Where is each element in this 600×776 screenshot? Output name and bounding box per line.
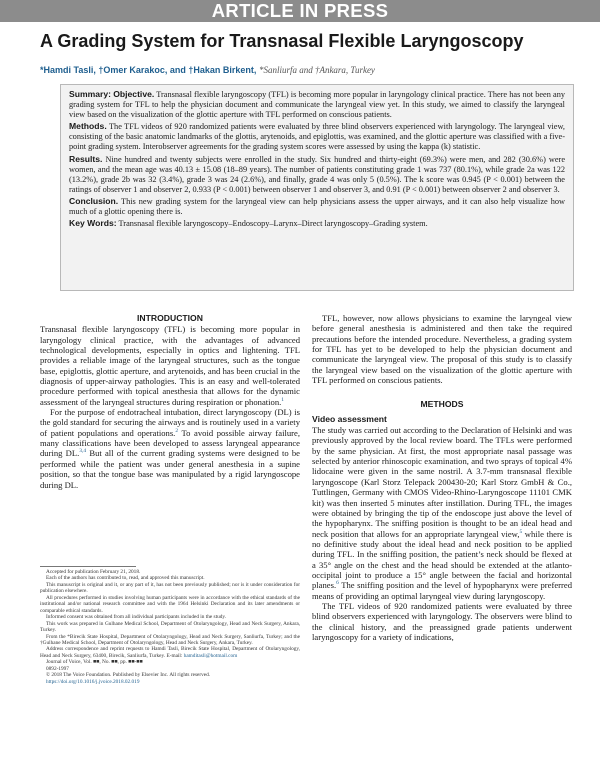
conclusion-text: This new grading system for the laryngeal view can help physicians assess the upper airways, and it can also help visualize how much of a glottic opening there is.: [69, 196, 565, 217]
methods-paragraph-2: The TFL videos of 920 randomized patients were evaluated by three blind observers experienced with laryngology. The observers were blind to the clinical history, and the preassigned grade patients underwent laryngoscopy for a variety of indications,: [312, 600, 572, 642]
intro-p2a-text: For the purpose of endotracheal intubation, direct laryngoscopy (DL) is the gold standard for securing the airways and is routinely used in a variety of patient populations and operations.: [40, 407, 300, 438]
section-gap: [312, 385, 572, 399]
footnote-accepted: Accepted for publication February 21, 2018.: [46, 569, 141, 575]
methods-label: Methods.: [69, 121, 107, 132]
intro-p2b-text: To avoid possible airway failure, many classifications have been developed to assess laryngeal appearance during DL.: [40, 427, 300, 459]
reference-link[interactable]: 1: [281, 396, 285, 403]
methods-p1b-text: while there is no definitive study about the ideal head and neck position to be applied during TFL. In the sniffing position, the patient’s neck should be flexed at a 35° angle on the chest and the head should be extended at the atlanto-occipital joint to produce a 15° angle between the facial and horizontal planes.: [312, 528, 572, 591]
intro-paragraph-2: [40, 407, 300, 490]
abstract-conclusion: [69, 196, 565, 217]
author-names[interactable]: *Hamdi Tasli, †Omer Karakoc, and †Hakan Birkent,: [40, 65, 257, 75]
introduction-heading: INTRODUCTION: [137, 313, 203, 323]
footnote-issn: 0892-1997: [46, 665, 69, 672]
footnote-contributions: Each of the authors has contributed to, read, and approved this manuscript.: [46, 575, 205, 582]
reference-link[interactable]: 2: [175, 427, 179, 434]
author-line: [40, 65, 375, 75]
footnote-prepared: This work was prepared in Gulhane Medical School, Department of Otolaryngology, Head and Neck Surgery, Ankara, Turkey.: [40, 620, 300, 634]
abstract-box: [60, 84, 574, 291]
methods-paragraph-1: [312, 425, 572, 601]
footnote-consent: Informed consent was obtained from all individual participants included in the study.: [46, 614, 227, 621]
footnote-originality: This manuscript is original and it, or any part of it, has not been previously published; nor is it under consideration for publication elsewhere.: [40, 581, 300, 595]
summary-label: Summary:: [69, 89, 112, 99]
footnote-from: From the *Birecik State Hospital, Department of Otolaryngology, Head and Neck Surgery, Sanliurfa, Turkey; and the †Gulhane Medical School, Department of Otolaryngology, Head and Neck Surgery, Ankara, Turkey.: [40, 633, 300, 646]
keywords-text: Transnasal flexible laryngoscopy–Endoscopy–Larynx–Direct laryngoscopy–Grading system.: [118, 219, 428, 229]
author-affiliation: *Sanliurfa and †Ankara, Turkey: [258, 65, 375, 75]
results-text: Nine hundred and twenty subjects were enrolled in the study. Six hundred and thirty-eight (69.3%) were men, and 282 (30.6%) were women, and the mean age was 40.13 ± 15.08 (18–89 years). The number of patients constituting grade 1 was 737 (80.1%), while grade 2a was 122 (13.2%), grade 2b was 32 (3.4%), grade 3 was 24 (2.6%), and finally, grade 4 was only 5 (0.5%). The k score was 0.945 (P < 0.001) between the ratings of observer 1 and observer 2, 0.933 (P < 0.001) between observer 1 and observer 3, and 0.91 (P < 0.001) between observer 2 and observer 3.: [69, 154, 566, 194]
intro-p2c-text: But all of the current grading systems were designed to be performed while the patient was under general anesthesia in a supine position, so that the tongue base was manipulated by a rigid laryngoscope during DL.: [40, 448, 300, 490]
article-title: A Grading System for Transnasal Flexible Laryngoscopy: [40, 31, 524, 51]
objective-label: Objective.: [113, 89, 155, 99]
doi-link[interactable]: https://doi.org/10.1016/j.jvoice.2018.02.019: [46, 678, 140, 685]
email-link[interactable]: hamditasli@hotmail.com: [183, 652, 238, 659]
reference-link[interactable]: 6: [336, 580, 339, 587]
intro-paragraph-1: [40, 324, 300, 407]
abstract-keywords: [69, 218, 565, 229]
address-text: Address correspondence and reprint requests to Hamdi Tasli, Birecik State Hospital, Department of Otolaryngology, Head and Neck Surgery, 63400, Birecik, Sanliurfa, Turkey. E-mail:: [40, 646, 300, 659]
footnote-address: [40, 646, 300, 659]
reference-link[interactable]: 5: [519, 528, 523, 535]
objective-text: Transnasal flexible laryngoscopy (TFL) is becoming more popular in laryngology clinical practice. There has not been any grading system for TFL to help the physician document and communicate the laryngeal view yet. In this study, we aimed to classify the laryngeal view based on the visualization of the glottic aperture with TFL performed on conscious patients.: [69, 90, 565, 120]
right-column: [312, 313, 572, 642]
abstract-results: [69, 154, 565, 195]
footnote-divider: [40, 566, 136, 567]
results-label: Results.: [69, 153, 103, 164]
conclusion-label: Conclusion.: [69, 195, 119, 206]
reference-link[interactable]: 3,4: [79, 448, 87, 455]
footnote-copyright: © 2018 The Voice Foundation. Published by Elsevier Inc. All rights reserved.: [46, 672, 211, 679]
methods-heading: METHODS: [420, 399, 464, 410]
intro-paragraph-3: TFL, however, now allows physicians to examine the laryngeal view before general anesthesia is administered and then take the required precautions before the intended procedure. Nevertheless, a grading system for TFL has yet to be developed to help the physician document and communicate the laryngeal view. The proposal of this study is to classify the laryngeal view based on the visualization of the glottic aperture with TFL performed on conscious patients.: [312, 313, 572, 386]
abstract-methods: [69, 121, 565, 152]
keywords-label: Key Words:: [69, 218, 117, 229]
methods-text: The TFL videos of 920 randomized patients were evaluated by three blind observers experienced with laryngology. The laryngeal view, consisting of the basic anatomic landmarks of the glottis, arytenoids, and epiglottis, was examined, and the glottic aperture was classified with a five-point grading system. Interobserver agreements for the grading system scores were assessed by using the kappa (k) statistic.: [69, 122, 565, 152]
footnote-ethics: All procedures performed in studies involving human participants were in accordance with the ethical standards of the institutional and/or national research committee and with the 1964 Helsinki Declaration and its later amendments or comparable ethical standards.: [40, 594, 300, 614]
methods-p1a-text: The study was carried out according to the Declaration of Helsinki and was previously approved by the local review board. The TFLs were performed by the same physician. At first, the most appropriate nasal passage was selected by anterior rhinoscopic examination, and two sprays of topical 4% lidocaine were given in the same nostril. A 3.7-mm transnasal flexible laryngoscope (Karl Storz Telepack 200430-20; Karl Storz GmbH & Co., Tuttlingen, Germany with CMOS Video-Rhino-Laryngoscope 11101 CMK kit) was then inserted 5 minutes after instillation. During TFL, the images were obtained by bringing the tip of the endoscope just above the level of the hypopharynx. The sniffing position is thought to be an ideal head and neck position that allows for an appropriate laryngeal view,: [312, 425, 572, 539]
footnotes: [40, 569, 300, 685]
intro-p1-text: Transnasal flexible laryngoscopy (TFL) is becoming more popular in laryngology clinical practice, with the advantages of advanced technological developments, especially in optics and lightening. TFL provides a reliable image of the laryngeal structures, such as the tongue base, epiglottis, glottic aperture, and arytenoids, and has been crucial in the diagnosis of upper-airway pathologies. This is an easy and well-tolerated procedure performed with topical anesthesia that allows for the dynamic assessment of the laryngeal structures during respiration or phonation.: [40, 324, 300, 407]
abstract-objective: [69, 89, 565, 120]
footnote-journal: Journal of Voice, Vol. ■■, No. ■■, pp. ■■-■■: [46, 659, 143, 666]
video-assessment-subheading: Video assessment: [312, 413, 387, 424]
methods-p1c-text: The sniffing position and the level of hypopharynx were preferred means of providing an optimal laryngeal view during laryngoscopy.: [312, 580, 572, 601]
left-column: [40, 313, 300, 490]
article-in-press-banner: ARTICLE IN PRESS: [0, 0, 600, 22]
